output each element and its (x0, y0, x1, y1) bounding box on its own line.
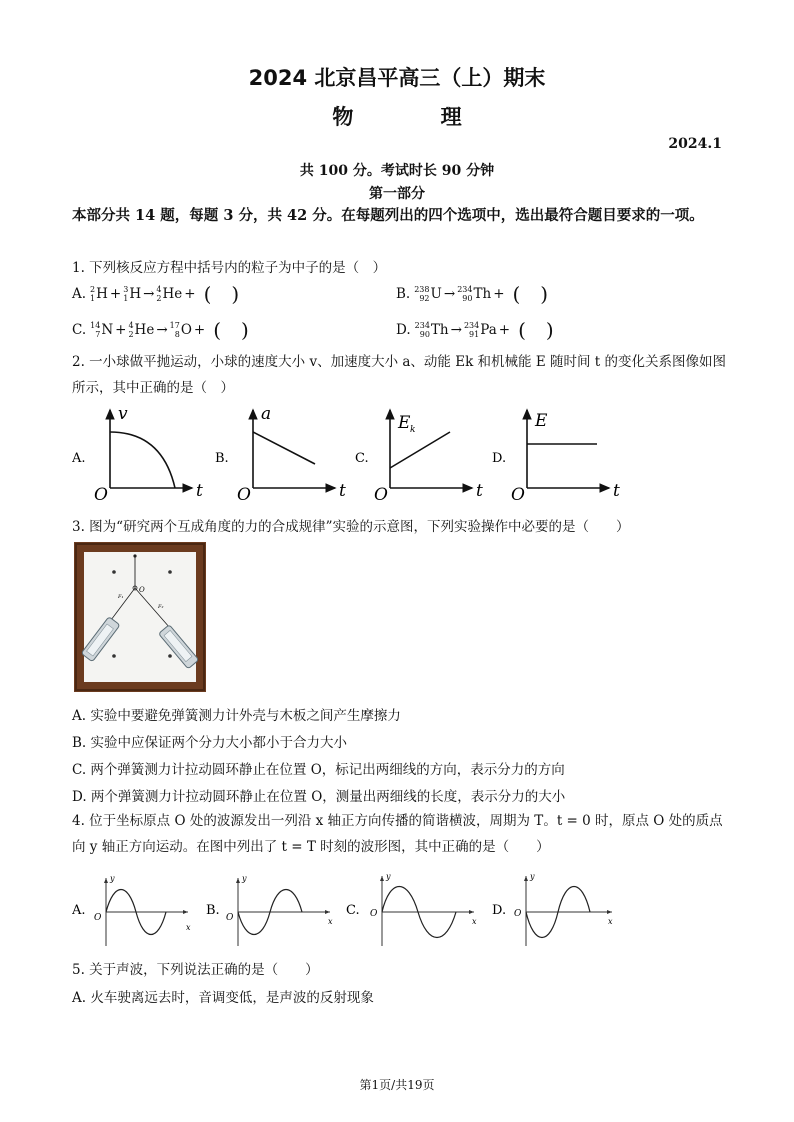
svg-text:y: y (110, 874, 115, 883)
operator: + (115, 322, 127, 338)
answer-blank: ( ) (512, 282, 549, 306)
q2-graph-a-label: A. (72, 451, 86, 466)
isotope-numbers: 234 90 (457, 285, 473, 303)
answer-blank: ( ) (203, 282, 240, 306)
element-symbol: He (134, 322, 155, 338)
svg-text:C.: C. (355, 451, 369, 466)
q2-line-c (390, 432, 450, 468)
page-footer: 第1页/共19页 (359, 1078, 435, 1092)
element-symbol: Th (473, 286, 492, 302)
element-symbol: H (129, 286, 142, 302)
svg-text:x: x (186, 923, 191, 932)
q2-graph-c (355, 410, 483, 504)
svg-text:x: x (328, 917, 333, 926)
svg-text:y: y (242, 874, 247, 883)
svg-text:y: y (386, 872, 391, 881)
operator: → (450, 322, 462, 338)
element-symbol: N (101, 322, 114, 338)
q2-graph-a-xaxis: t (196, 481, 203, 501)
q2-line-b (253, 432, 315, 464)
q1-option-b (396, 282, 554, 306)
isotope-numbers: 238 92 (414, 285, 430, 303)
operator: + (498, 322, 511, 338)
svg-text:C.: C. (346, 903, 360, 918)
q5-stem: 5. 关于声波，下列说法正确的是（ ） (72, 962, 319, 978)
section-instructions: 本部分共 14 题，每题 3 分，共 42 分。在每题列出的四个选项中，选出最符合题目要求的一项。 (72, 207, 704, 224)
option-label: D. (396, 322, 411, 338)
q4-graphs (72, 872, 622, 948)
operator: → (143, 286, 155, 302)
element-symbol: He (162, 286, 183, 302)
svg-text:A.: A. (72, 903, 86, 918)
isotope-numbers: 234 90 (414, 321, 430, 339)
q3-option-c: C. 两个弹簧测力计拉动圆环静止在位置 O，标记出两细线的方向，表示分力的方向 (72, 762, 565, 778)
q1-option-a (72, 282, 245, 306)
q2-graphs (72, 402, 652, 504)
operator: + (184, 286, 196, 302)
svg-text:D.: D. (492, 903, 507, 918)
subject-title: 物 理 (332, 105, 502, 129)
q1-stem: 1. 下列核反应方程中括号内的粒子为中子的是（ ） (72, 260, 387, 276)
svg-text:t: t (476, 481, 483, 501)
svg-text:O: O (94, 913, 102, 923)
element-symbol: Pa (480, 322, 497, 338)
q3-option-b: B. 实验中应保证两个分力大小都小于合力大小 (72, 735, 348, 751)
q3-option-d: D. 两个弹簧测力计拉动圆环静止在位置 O，测量出两细线的长度，表示分力的大小 (72, 789, 566, 805)
operator: → (156, 322, 168, 338)
part-heading: 第一部分 (369, 186, 425, 202)
svg-text:x: x (608, 917, 613, 926)
q2-graph-a (72, 404, 203, 504)
svg-text:t: t (613, 481, 620, 501)
svg-text:F₁: F₁ (118, 594, 124, 600)
svg-text:O: O (370, 909, 378, 919)
svg-text:E: E (398, 413, 411, 433)
q2-graph-a-origin: O (94, 485, 108, 504)
svg-text:B.: B. (215, 451, 229, 466)
q4-graph-a (72, 874, 191, 946)
isotope-numbers: 234 91 (463, 321, 480, 339)
q3-board-paper (84, 552, 196, 682)
element-symbol: H (96, 286, 108, 302)
svg-text:t: t (339, 481, 346, 501)
q2-graph-d (492, 410, 620, 504)
svg-text:D.: D. (492, 451, 507, 466)
isotope-numbers: 4 2 (156, 285, 162, 303)
option-label: C. (72, 322, 87, 338)
element-symbol: Th (430, 322, 449, 338)
isotope-numbers: 3 1 (123, 285, 129, 303)
q1-option-c (72, 318, 255, 342)
isotope-numbers: 2 1 (90, 285, 96, 303)
q2-stem: 2. 一小球做平抛运动，小球的速度大小 v、加速度大小 a、动能 Ek 和机械能 E 随时间 t 的变化关系图像如图所示，其中正确的是（ ） (72, 354, 726, 396)
q2-curve-a (110, 432, 175, 488)
svg-text:x: x (472, 917, 477, 926)
svg-text:O: O (514, 909, 522, 919)
svg-text:k: k (410, 425, 416, 435)
q4-graph-b (206, 874, 333, 946)
q4-stem: 4. 位于坐标原点 O 处的波源发出一列沿 x 轴正方向传播的简谐横波，周期为 T。t = 0 时，原点 O 处的质点向 y 轴正方向运动。在图中列出了 t = T 时刻的波形图，其中正确的是（ ） (72, 813, 723, 855)
exam-title: 2024 北京昌平高三（上）期末 (248, 66, 546, 90)
exam-date: 2024.1 (668, 136, 722, 152)
q1-option-d (396, 318, 560, 342)
element-symbol: O (180, 322, 192, 338)
operator: + (193, 322, 206, 338)
exam-info: 共 100 分。考试时长 90 分钟 (299, 163, 495, 179)
answer-blank: ( ) (518, 318, 554, 342)
svg-text:a: a (261, 404, 272, 424)
svg-text:F₂: F₂ (158, 604, 164, 610)
operator: → (443, 286, 456, 302)
option-label: A. (72, 286, 87, 302)
q2-graph-b (215, 404, 346, 504)
svg-text:O: O (237, 485, 251, 504)
q4-graph-c (346, 872, 477, 946)
q5-option-a: A. 火车驶离远去时，音调变低，是声波的反射现象 (72, 990, 374, 1006)
operator: + (109, 286, 122, 302)
isotope-numbers: 14 7 (90, 321, 101, 339)
q3-option-a: A. 实验中要避免弹簧测力计外壳与木板之间产生摩擦力 (72, 708, 401, 724)
svg-text:y: y (530, 872, 535, 881)
isotope-numbers: 4 2 (128, 321, 134, 339)
q4-graph-d (492, 872, 613, 946)
element-symbol: U (430, 286, 442, 302)
svg-text:E: E (535, 411, 548, 431)
option-label: B. (396, 286, 411, 302)
operator: + (493, 286, 505, 302)
q3-stem: 3. 图为“研究两个互成角度的力的合成规律”实验的示意图，下列实验操作中必要的是（ ） (72, 519, 630, 535)
svg-text:O: O (139, 586, 145, 594)
q3-experiment-figure (74, 542, 206, 692)
svg-text:B.: B. (206, 903, 220, 918)
q2-graph-a-yaxis: v (118, 404, 128, 424)
isotope-numbers: 17 8 (169, 321, 180, 339)
svg-text:O: O (511, 485, 525, 504)
svg-text:O: O (226, 913, 234, 923)
answer-blank: ( ) (213, 318, 249, 342)
svg-text:O: O (374, 485, 388, 504)
